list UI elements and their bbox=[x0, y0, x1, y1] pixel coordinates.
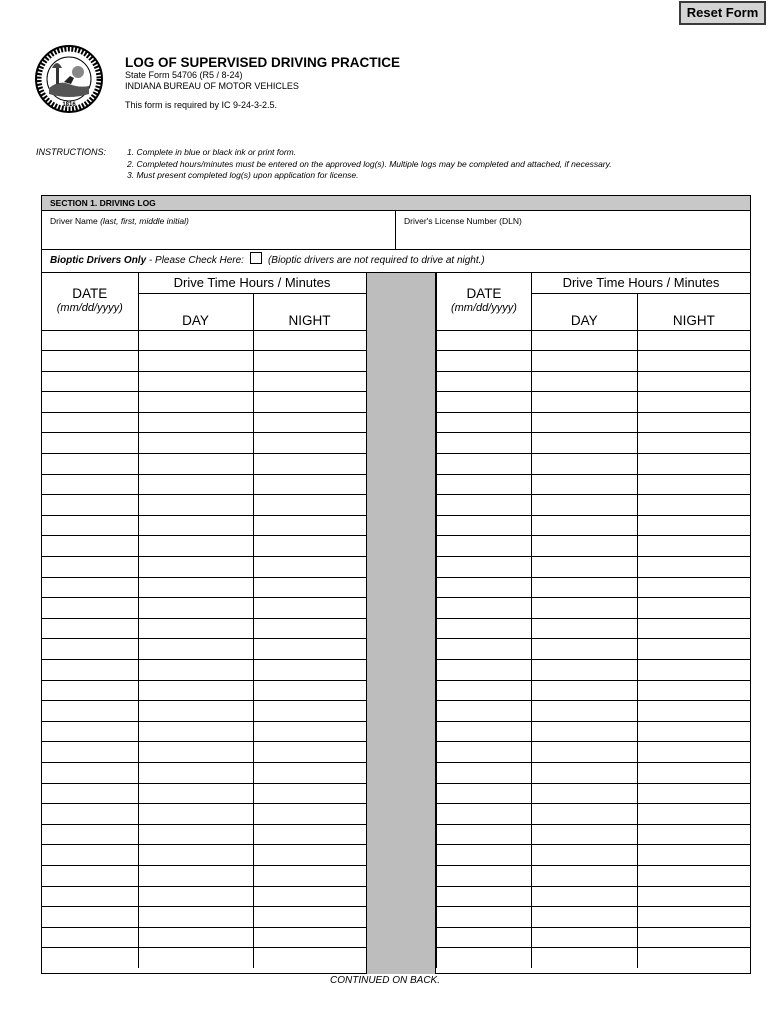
date-cell[interactable] bbox=[437, 865, 532, 886]
night-cell[interactable] bbox=[253, 948, 366, 969]
night-cell[interactable] bbox=[637, 454, 750, 475]
night-cell[interactable] bbox=[253, 515, 366, 536]
log-row bbox=[42, 330, 366, 351]
day-cell[interactable] bbox=[138, 412, 253, 433]
driver-name-field[interactable] bbox=[42, 211, 396, 249]
night-cell[interactable] bbox=[253, 762, 366, 783]
day-cell[interactable] bbox=[138, 371, 253, 392]
night-cell[interactable] bbox=[637, 762, 750, 783]
date-cell[interactable] bbox=[42, 536, 138, 557]
bioptic-prompt: - Please Check Here: bbox=[146, 255, 244, 266]
night-header: NIGHT bbox=[253, 293, 366, 330]
night-cell[interactable] bbox=[253, 618, 366, 639]
day-cell[interactable] bbox=[531, 845, 637, 866]
day-cell[interactable] bbox=[531, 948, 637, 969]
day-cell[interactable] bbox=[138, 536, 253, 557]
log-row bbox=[42, 948, 366, 969]
date-cell[interactable] bbox=[42, 598, 138, 619]
log-row bbox=[42, 454, 366, 475]
log-table-right bbox=[436, 273, 750, 968]
day-cell[interactable] bbox=[138, 907, 253, 928]
night-cell[interactable] bbox=[637, 433, 750, 454]
day-cell[interactable] bbox=[531, 495, 637, 516]
night-cell[interactable] bbox=[253, 742, 366, 763]
date-cell[interactable] bbox=[437, 680, 532, 701]
log-row bbox=[437, 783, 751, 804]
log-row bbox=[42, 515, 366, 536]
night-cell[interactable] bbox=[637, 639, 750, 660]
night-cell[interactable] bbox=[637, 351, 750, 372]
night-cell[interactable] bbox=[637, 804, 750, 825]
date-cell[interactable] bbox=[437, 618, 532, 639]
night-cell[interactable] bbox=[253, 680, 366, 701]
day-cell[interactable] bbox=[138, 824, 253, 845]
date-cell[interactable] bbox=[42, 557, 138, 578]
log-row bbox=[42, 557, 366, 578]
log-row bbox=[437, 927, 751, 948]
day-cell[interactable] bbox=[138, 927, 253, 948]
day-cell[interactable] bbox=[531, 515, 637, 536]
log-row bbox=[437, 371, 751, 392]
log-row bbox=[437, 660, 751, 681]
date-cell[interactable] bbox=[42, 639, 138, 660]
log-row bbox=[437, 907, 751, 928]
date-cell[interactable] bbox=[42, 351, 138, 372]
night-cell[interactable] bbox=[637, 392, 750, 413]
night-cell[interactable] bbox=[253, 927, 366, 948]
date-cell[interactable] bbox=[437, 660, 532, 681]
bioptic-label: Bioptic Drivers Only bbox=[50, 255, 147, 266]
log-row bbox=[437, 330, 751, 351]
night-cell[interactable] bbox=[637, 577, 750, 598]
date-cell[interactable] bbox=[42, 824, 138, 845]
day-cell[interactable] bbox=[531, 474, 637, 495]
log-row bbox=[42, 351, 366, 372]
date-cell[interactable] bbox=[437, 515, 532, 536]
night-cell[interactable] bbox=[253, 865, 366, 886]
log-row bbox=[437, 680, 751, 701]
log-row bbox=[42, 742, 366, 763]
day-cell[interactable] bbox=[138, 515, 253, 536]
log-row bbox=[437, 618, 751, 639]
reset-form-button[interactable]: Reset Form bbox=[679, 1, 766, 25]
night-cell[interactable] bbox=[253, 536, 366, 557]
day-cell[interactable] bbox=[138, 721, 253, 742]
day-cell[interactable] bbox=[531, 330, 637, 351]
date-cell[interactable] bbox=[42, 742, 138, 763]
driver-name-label: Driver Name bbox=[50, 216, 101, 226]
instruction-item: 1. Complete in blue or black ink or print form. bbox=[127, 147, 297, 157]
day-cell[interactable] bbox=[531, 412, 637, 433]
date-cell[interactable] bbox=[42, 412, 138, 433]
log-row bbox=[437, 577, 751, 598]
date-cell[interactable] bbox=[42, 330, 138, 351]
date-cell[interactable] bbox=[42, 660, 138, 681]
date-cell[interactable] bbox=[437, 330, 532, 351]
day-cell[interactable] bbox=[531, 433, 637, 454]
night-cell[interactable] bbox=[637, 536, 750, 557]
log-row bbox=[42, 927, 366, 948]
date-cell[interactable] bbox=[437, 495, 532, 516]
night-cell[interactable] bbox=[253, 598, 366, 619]
day-cell[interactable] bbox=[531, 824, 637, 845]
log-row bbox=[437, 948, 751, 969]
day-cell[interactable] bbox=[138, 577, 253, 598]
page-title: LOG OF SUPERVISED DRIVING PRACTICE bbox=[125, 55, 401, 70]
date-cell[interactable] bbox=[42, 845, 138, 866]
night-cell[interactable] bbox=[637, 907, 750, 928]
date-cell[interactable] bbox=[42, 515, 138, 536]
log-row bbox=[437, 515, 751, 536]
log-row bbox=[42, 639, 366, 660]
date-cell[interactable] bbox=[42, 371, 138, 392]
bioptic-note: (Bioptic drivers are not required to drive at night.) bbox=[267, 255, 485, 266]
log-row bbox=[437, 762, 751, 783]
date-cell[interactable] bbox=[437, 351, 532, 372]
date-format-hint: (mm/dd/yyyy) bbox=[56, 302, 123, 315]
date-cell[interactable] bbox=[42, 474, 138, 495]
day-cell[interactable] bbox=[531, 783, 637, 804]
day-cell[interactable] bbox=[531, 639, 637, 660]
date-cell[interactable] bbox=[437, 701, 532, 722]
date-cell[interactable] bbox=[437, 721, 532, 742]
night-cell[interactable] bbox=[253, 886, 366, 907]
date-cell[interactable] bbox=[42, 680, 138, 701]
night-cell[interactable] bbox=[253, 351, 366, 372]
log-row bbox=[42, 474, 366, 495]
log-row bbox=[42, 618, 366, 639]
day-header: DAY bbox=[531, 293, 637, 330]
day-cell[interactable] bbox=[138, 742, 253, 763]
day-cell[interactable] bbox=[531, 577, 637, 598]
log-row bbox=[42, 762, 366, 783]
date-cell[interactable] bbox=[437, 577, 532, 598]
night-cell[interactable] bbox=[253, 824, 366, 845]
night-cell[interactable] bbox=[637, 865, 750, 886]
log-row bbox=[42, 680, 366, 701]
date-header-label: DATE bbox=[466, 286, 502, 302]
log-row bbox=[42, 598, 366, 619]
log-row bbox=[437, 474, 751, 495]
night-cell[interactable] bbox=[637, 886, 750, 907]
day-cell[interactable] bbox=[138, 618, 253, 639]
instruction-item: 3. Must present completed log(s) upon application for license. bbox=[127, 170, 359, 180]
day-cell[interactable] bbox=[531, 701, 637, 722]
night-cell[interactable] bbox=[637, 598, 750, 619]
day-cell[interactable] bbox=[138, 495, 253, 516]
center-divider bbox=[366, 273, 436, 974]
night-cell[interactable] bbox=[253, 433, 366, 454]
day-cell[interactable] bbox=[138, 557, 253, 578]
instruction-item: 2. Completed hours/minutes must be entered on the approved log(s). Multiple logs may be completed and attached, if necessary. bbox=[127, 158, 612, 169]
log-row bbox=[42, 701, 366, 722]
night-cell[interactable] bbox=[253, 804, 366, 825]
night-cell[interactable] bbox=[637, 660, 750, 681]
night-cell[interactable] bbox=[253, 371, 366, 392]
day-cell[interactable] bbox=[138, 865, 253, 886]
date-format-hint: (mm/dd/yyyy) bbox=[450, 302, 517, 315]
date-cell[interactable] bbox=[437, 824, 532, 845]
night-cell[interactable] bbox=[253, 392, 366, 413]
day-cell[interactable] bbox=[138, 598, 253, 619]
day-cell[interactable] bbox=[531, 557, 637, 578]
instructions-label: INSTRUCTIONS: bbox=[36, 147, 107, 157]
date-cell[interactable] bbox=[42, 762, 138, 783]
log-row bbox=[42, 804, 366, 825]
log-row bbox=[437, 804, 751, 825]
log-row bbox=[42, 412, 366, 433]
date-cell[interactable] bbox=[42, 701, 138, 722]
log-row bbox=[437, 392, 751, 413]
day-cell[interactable] bbox=[531, 454, 637, 475]
day-cell[interactable] bbox=[138, 454, 253, 475]
instructions-list bbox=[127, 147, 612, 182]
day-cell[interactable] bbox=[531, 371, 637, 392]
day-cell[interactable] bbox=[531, 927, 637, 948]
day-cell[interactable] bbox=[138, 886, 253, 907]
date-cell[interactable] bbox=[42, 907, 138, 928]
night-cell[interactable] bbox=[253, 907, 366, 928]
log-row bbox=[437, 742, 751, 763]
log-row bbox=[437, 721, 751, 742]
log-row bbox=[437, 865, 751, 886]
date-cell[interactable] bbox=[437, 598, 532, 619]
dln-label: Driver's License Number (DLN) bbox=[404, 216, 522, 226]
date-cell[interactable] bbox=[437, 557, 532, 578]
day-cell[interactable] bbox=[138, 392, 253, 413]
log-row bbox=[437, 557, 751, 578]
date-cell[interactable] bbox=[437, 639, 532, 660]
night-cell[interactable] bbox=[253, 474, 366, 495]
date-cell[interactable] bbox=[437, 927, 532, 948]
date-cell[interactable] bbox=[437, 762, 532, 783]
day-cell[interactable] bbox=[531, 536, 637, 557]
log-row bbox=[42, 783, 366, 804]
day-cell[interactable] bbox=[531, 804, 637, 825]
date-cell[interactable] bbox=[437, 845, 532, 866]
driving-log-section bbox=[41, 195, 751, 974]
log-row bbox=[42, 824, 366, 845]
night-cell[interactable] bbox=[253, 845, 366, 866]
day-cell[interactable] bbox=[138, 701, 253, 722]
log-row bbox=[42, 845, 366, 866]
requirement-note: This form is required by IC 9-24-3-2.5. bbox=[125, 100, 278, 110]
log-row bbox=[437, 824, 751, 845]
day-cell[interactable] bbox=[138, 433, 253, 454]
night-cell[interactable] bbox=[637, 495, 750, 516]
date-header bbox=[42, 273, 138, 330]
state-seal-icon bbox=[34, 44, 104, 114]
night-header: NIGHT bbox=[637, 293, 750, 330]
date-cell[interactable] bbox=[437, 804, 532, 825]
day-cell[interactable] bbox=[138, 474, 253, 495]
log-row bbox=[437, 639, 751, 660]
log-table-left bbox=[42, 273, 367, 968]
night-cell[interactable] bbox=[253, 639, 366, 660]
night-cell[interactable] bbox=[637, 721, 750, 742]
day-cell[interactable] bbox=[138, 948, 253, 969]
night-cell[interactable] bbox=[253, 721, 366, 742]
day-cell[interactable] bbox=[138, 660, 253, 681]
day-cell[interactable] bbox=[138, 680, 253, 701]
night-cell[interactable] bbox=[253, 660, 366, 681]
date-cell[interactable] bbox=[437, 742, 532, 763]
night-cell[interactable] bbox=[637, 557, 750, 578]
date-cell[interactable] bbox=[437, 412, 532, 433]
night-cell[interactable] bbox=[253, 577, 366, 598]
night-cell[interactable] bbox=[637, 948, 750, 969]
bioptic-checkbox[interactable] bbox=[250, 252, 262, 264]
night-cell[interactable] bbox=[637, 845, 750, 866]
night-cell[interactable] bbox=[253, 330, 366, 351]
date-cell[interactable] bbox=[437, 907, 532, 928]
night-cell[interactable] bbox=[637, 927, 750, 948]
date-cell[interactable] bbox=[437, 536, 532, 557]
log-row bbox=[42, 577, 366, 598]
night-cell[interactable] bbox=[253, 454, 366, 475]
day-header: DAY bbox=[138, 293, 253, 330]
day-cell[interactable] bbox=[531, 598, 637, 619]
night-cell[interactable] bbox=[637, 783, 750, 804]
day-cell[interactable] bbox=[138, 783, 253, 804]
night-cell[interactable] bbox=[637, 701, 750, 722]
day-cell[interactable] bbox=[138, 762, 253, 783]
night-cell[interactable] bbox=[637, 618, 750, 639]
date-cell[interactable] bbox=[42, 948, 138, 969]
date-cell[interactable] bbox=[42, 886, 138, 907]
date-cell[interactable] bbox=[42, 495, 138, 516]
dln-field[interactable] bbox=[396, 211, 750, 249]
agency-name: INDIANA BUREAU OF MOTOR VEHICLES bbox=[125, 81, 299, 91]
date-cell[interactable] bbox=[437, 886, 532, 907]
date-header-label: DATE bbox=[72, 286, 108, 302]
log-row bbox=[42, 371, 366, 392]
night-cell[interactable] bbox=[637, 412, 750, 433]
day-cell[interactable] bbox=[531, 680, 637, 701]
day-cell[interactable] bbox=[531, 660, 637, 681]
date-cell[interactable] bbox=[437, 783, 532, 804]
night-cell[interactable] bbox=[637, 474, 750, 495]
night-cell[interactable] bbox=[253, 783, 366, 804]
log-row bbox=[437, 433, 751, 454]
date-cell[interactable] bbox=[437, 948, 532, 969]
date-cell[interactable] bbox=[437, 371, 532, 392]
log-row bbox=[42, 433, 366, 454]
drive-time-header: Drive Time Hours / Minutes bbox=[531, 273, 750, 293]
log-row bbox=[42, 392, 366, 413]
log-row bbox=[42, 660, 366, 681]
date-cell[interactable] bbox=[42, 577, 138, 598]
log-row bbox=[437, 454, 751, 475]
log-row bbox=[437, 495, 751, 516]
bioptic-row bbox=[42, 249, 750, 273]
day-cell[interactable] bbox=[138, 639, 253, 660]
log-row bbox=[437, 536, 751, 557]
night-cell[interactable] bbox=[253, 701, 366, 722]
date-cell[interactable] bbox=[42, 721, 138, 742]
day-cell[interactable] bbox=[138, 845, 253, 866]
log-row bbox=[437, 886, 751, 907]
log-row bbox=[437, 598, 751, 619]
driver-info-row bbox=[42, 211, 750, 250]
night-cell[interactable] bbox=[637, 515, 750, 536]
day-cell[interactable] bbox=[531, 392, 637, 413]
day-cell[interactable] bbox=[138, 330, 253, 351]
log-row bbox=[42, 865, 366, 886]
log-row bbox=[437, 845, 751, 866]
date-cell[interactable] bbox=[42, 927, 138, 948]
continued-note: CONTINUED ON BACK. bbox=[329, 975, 440, 986]
drive-time-header: Drive Time Hours / Minutes bbox=[138, 273, 366, 293]
night-cell[interactable] bbox=[637, 371, 750, 392]
date-cell[interactable] bbox=[42, 618, 138, 639]
form-header bbox=[125, 55, 400, 111]
day-cell[interactable] bbox=[531, 721, 637, 742]
date-cell[interactable] bbox=[437, 433, 532, 454]
log-row bbox=[437, 351, 751, 372]
day-cell[interactable] bbox=[531, 865, 637, 886]
day-cell[interactable] bbox=[531, 907, 637, 928]
day-cell[interactable] bbox=[138, 804, 253, 825]
date-cell[interactable] bbox=[42, 433, 138, 454]
night-cell[interactable] bbox=[637, 330, 750, 351]
day-cell[interactable] bbox=[531, 618, 637, 639]
log-row bbox=[42, 721, 366, 742]
date-cell[interactable] bbox=[42, 454, 138, 475]
day-cell[interactable] bbox=[138, 351, 253, 372]
date-cell[interactable] bbox=[437, 392, 532, 413]
date-cell[interactable] bbox=[42, 783, 138, 804]
log-row bbox=[42, 536, 366, 557]
night-cell[interactable] bbox=[637, 742, 750, 763]
date-cell[interactable] bbox=[42, 392, 138, 413]
seal-year: 1816 bbox=[62, 102, 76, 108]
driver-name-hint: (last, first, middle initial) bbox=[100, 216, 189, 226]
log-row bbox=[42, 886, 366, 907]
log-row bbox=[42, 495, 366, 516]
date-cell[interactable] bbox=[42, 865, 138, 886]
date-cell[interactable] bbox=[437, 474, 532, 495]
log-row bbox=[437, 701, 751, 722]
state-form-number: State Form 54706 (R5 / 8-24) bbox=[125, 70, 243, 80]
day-cell[interactable] bbox=[531, 351, 637, 372]
night-cell[interactable] bbox=[637, 824, 750, 845]
night-cell[interactable] bbox=[253, 557, 366, 578]
date-cell[interactable] bbox=[42, 804, 138, 825]
night-cell[interactable] bbox=[637, 680, 750, 701]
day-cell[interactable] bbox=[531, 886, 637, 907]
date-header bbox=[437, 273, 532, 330]
section-title: SECTION 1. DRIVING LOG bbox=[42, 196, 750, 211]
night-cell[interactable] bbox=[253, 412, 366, 433]
log-row bbox=[437, 412, 751, 433]
date-cell[interactable] bbox=[437, 454, 532, 475]
log-row bbox=[42, 907, 366, 928]
day-cell[interactable] bbox=[531, 742, 637, 763]
night-cell[interactable] bbox=[253, 495, 366, 516]
day-cell[interactable] bbox=[531, 762, 637, 783]
